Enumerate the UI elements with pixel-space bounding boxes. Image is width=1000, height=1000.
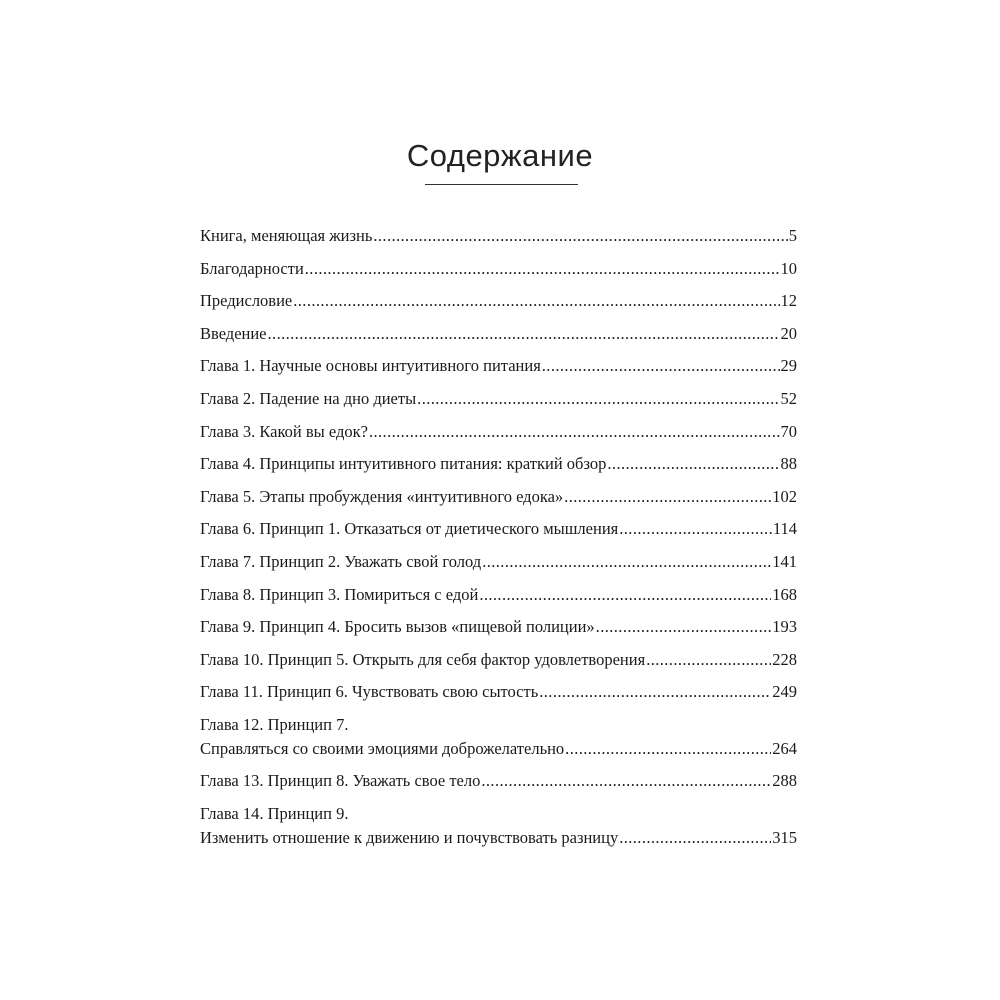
- toc-entry-label: Глава 8. Принцип 3. Помириться с едой: [200, 584, 479, 604]
- dot-leader: [305, 253, 780, 286]
- toc-entry: [200, 481, 797, 514]
- dot-leader: [481, 765, 771, 798]
- toc-entry-page: 264: [772, 738, 797, 758]
- toc-entry: [200, 350, 797, 383]
- toc-entry-label: Предисловие: [200, 291, 293, 311]
- toc-entry-page: 315: [772, 827, 797, 847]
- dot-leader: [619, 513, 772, 546]
- toc-entry-page: 228: [772, 649, 797, 669]
- title-underline: [425, 184, 578, 185]
- toc-entry-label: Изменить отношение к движению и почувствовать разницу: [200, 827, 619, 847]
- toc-entry-page: 193: [772, 617, 797, 637]
- toc-entry: [200, 611, 797, 644]
- toc-entry-label: Глава 2. Падение на дно диеты: [200, 388, 417, 408]
- toc-entry: [200, 644, 797, 677]
- toc-entry-label: Глава 13. Принцип 8. Уважать свое тело: [200, 770, 481, 790]
- toc-entry: [200, 448, 797, 481]
- toc-entry: [200, 513, 797, 546]
- toc-entry-page: 10: [780, 258, 797, 278]
- dot-leader: [607, 448, 779, 481]
- toc-entry: [200, 765, 797, 798]
- toc-entry-label: Глава 11. Принцип 6. Чувствовать свою сытость: [200, 682, 539, 702]
- toc-entry-page: 102: [772, 486, 797, 506]
- toc-entry-page: 29: [780, 356, 797, 376]
- toc-entry-heading: Глава 12. Принцип 7.: [200, 714, 349, 734]
- dot-leader: [373, 220, 787, 253]
- dot-leader: [646, 644, 771, 677]
- toc-entry-label: Глава 3. Какой вы едок?: [200, 421, 368, 441]
- dot-leader: [542, 350, 780, 383]
- toc-entry-label: Глава 7. Принцип 2. Уважать свой голод: [200, 551, 482, 571]
- toc-entry-page: 249: [772, 682, 797, 702]
- toc-entry: [200, 253, 797, 286]
- toc-entry-page: 288: [772, 770, 797, 790]
- toc-entry: [200, 318, 797, 351]
- toc-entry-page: 20: [780, 323, 797, 343]
- toc-entry-label: Справляться со своими эмоциями доброжелательно: [200, 738, 565, 758]
- toc-entry-label: Глава 1. Научные основы интуитивного питания: [200, 356, 541, 376]
- dot-leader: [539, 676, 771, 709]
- toc-entry-heading: Глава 14. Принцип 9.: [200, 803, 349, 823]
- toc-entry: [200, 285, 797, 318]
- toc-entry-page: 70: [780, 421, 797, 441]
- dot-leader: [293, 285, 779, 318]
- dot-leader: [268, 318, 780, 351]
- dot-leader: [417, 383, 779, 416]
- table-of-contents: [200, 220, 797, 850]
- toc-entry-page: 141: [772, 551, 797, 571]
- dot-leader: [596, 611, 772, 644]
- toc-entry-page: 12: [780, 291, 797, 311]
- toc-entry: [200, 220, 797, 253]
- toc-entry-label: Благодарности: [200, 258, 304, 278]
- toc-entry: [200, 416, 797, 449]
- toc-entry-page: 168: [772, 584, 797, 604]
- toc-entry-label: Введение: [200, 323, 267, 343]
- toc-entry: [200, 802, 797, 850]
- toc-entry-label: Глава 5. Этапы пробуждения «интуитивного едока»: [200, 486, 564, 506]
- toc-entry-label: Глава 10. Принцип 5. Открыть для себя фактор удовлетворения: [200, 649, 646, 669]
- dot-leader: [482, 546, 771, 579]
- toc-entry-label: Глава 9. Принцип 4. Бросить вызов «пищевой полиции»: [200, 617, 595, 637]
- toc-entry-label: Книга, меняющая жизнь: [200, 226, 373, 245]
- dot-leader: [565, 737, 771, 761]
- dot-leader: [564, 481, 771, 514]
- toc-entry-page: 5: [788, 226, 797, 245]
- dot-leader: [369, 416, 780, 449]
- dot-leader: [619, 826, 771, 850]
- toc-entry: [200, 546, 797, 579]
- dot-leader: [479, 579, 771, 612]
- toc-entry-page: 88: [780, 454, 797, 474]
- toc-entry: [200, 713, 797, 761]
- toc-entry-label: Глава 4. Принципы интуитивного питания: краткий обзор: [200, 454, 607, 474]
- toc-entry: [200, 579, 797, 612]
- page-title: Содержание: [406, 138, 594, 173]
- toc-entry-label: Глава 6. Принцип 1. Отказаться от диетического мышления: [200, 519, 619, 539]
- toc-entry-page: 52: [780, 388, 797, 408]
- toc-entry: [200, 676, 797, 709]
- toc-entry: [200, 383, 797, 416]
- toc-entry-page: 114: [772, 519, 797, 539]
